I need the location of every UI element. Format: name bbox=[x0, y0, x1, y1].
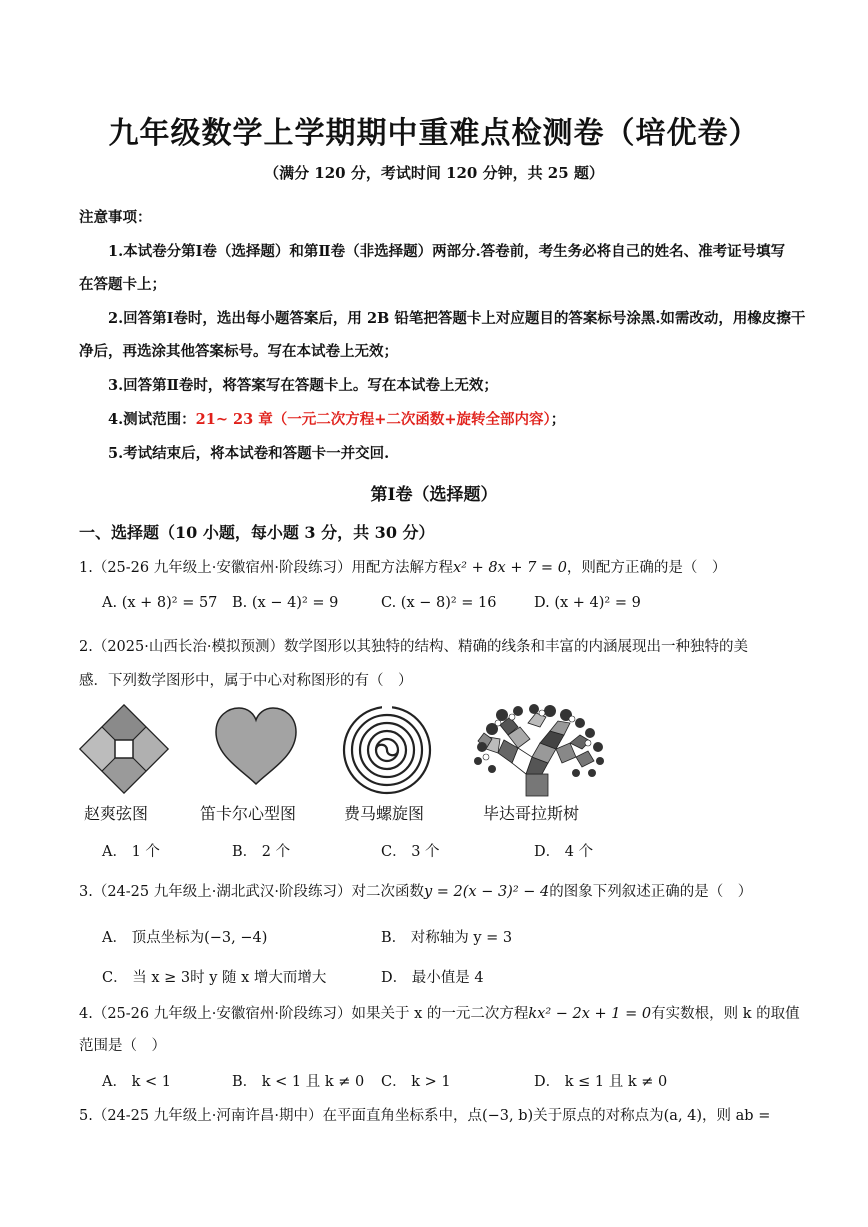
notice-item-3: 3.回答第Ⅱ卷时，将答案写在答题卡上。写在本试卷上无效； bbox=[108, 377, 498, 394]
question-2-line-2: 感．下列数学图形中，属于中心对称图形的有（ ） bbox=[79, 673, 413, 689]
question-4-line-2: 范围是（ ） bbox=[79, 1038, 166, 1054]
page-title: 九年级数学上学期期中重难点检测卷（培优卷） bbox=[108, 116, 760, 151]
q2-option-a: A． 1 个 bbox=[102, 844, 160, 860]
notice-item-4-suffix: ； bbox=[550, 411, 566, 428]
q1-option-d: D. (x + 4)² = 9 bbox=[534, 595, 641, 611]
caption-pythagoras-tree: 毕达哥拉斯树 bbox=[483, 804, 580, 823]
pythagoras-tree-diagram bbox=[472, 703, 606, 798]
notice-item-2-cont: 净后，再选涂其他答案标号。写在本试卷上无效； bbox=[79, 343, 398, 360]
q2-option-b: B． 2 个 bbox=[232, 844, 291, 860]
notice-item-4-prefix: 4.测试范围： bbox=[108, 411, 196, 428]
question-1-tail: ，则配方正确的是（ ） bbox=[566, 560, 727, 576]
question-3-equation: y = 2(x − 3)² − 4 bbox=[423, 884, 550, 900]
question-4 bbox=[79, 1002, 800, 1023]
notice-heading: 注意事项： bbox=[79, 209, 152, 226]
q3-option-a: A． 顶点坐标为(−3, −4) bbox=[102, 930, 268, 946]
notice-item-2: 2.回答第Ⅰ卷时，选出每小题答案后，用 2B 铅笔把答题卡上对应题目的答案标号涂黑.如需改动，用橡皮擦干 bbox=[108, 310, 806, 327]
question-4-tail: 有实数根，则 k 的取值 bbox=[651, 1006, 800, 1022]
caption-zhao-shuang: 赵爽弦图 bbox=[84, 804, 149, 823]
question-2-line-1: 2.（2025·山西长治·模拟预测）数学图形以其独特的结构、精确的线条和丰富的内涵展现出一种独特的美 bbox=[79, 639, 748, 655]
q4-option-b: B． k < 1 且 k ≠ 0 bbox=[232, 1074, 365, 1090]
cardioid-heart-diagram bbox=[212, 706, 300, 786]
notice-item-1-cont: 在答题卡上； bbox=[79, 276, 166, 293]
fermat-spiral-diagram bbox=[342, 705, 432, 795]
section-title: 第Ⅰ卷（选择题） bbox=[370, 485, 498, 505]
q4-option-d: D． k ≤ 1 且 k ≠ 0 bbox=[534, 1074, 668, 1090]
question-1-stem: 1.（25-26 九年级上·安徽宿州·阶段练习）用配方法解方程 bbox=[79, 560, 453, 576]
question-3-stem: 3.（24-25 九年级上·湖北武汉·阶段练习）对二次函数 bbox=[79, 884, 424, 900]
zhao-shuang-diagram bbox=[78, 703, 170, 795]
q1-option-b: B. (x − 4)² = 9 bbox=[232, 595, 339, 611]
question-3-tail: 的图象下列叙述正确的是（ ） bbox=[549, 884, 753, 900]
notice-item-4 bbox=[108, 408, 565, 429]
caption-fermat-spiral: 费马螺旋图 bbox=[344, 804, 425, 823]
question-3 bbox=[79, 880, 752, 901]
q3-option-b: B． 对称轴为 y = 3 bbox=[381, 930, 513, 946]
q3-option-c: C． 当 x ≥ 3时 y 随 x 增大而增大 bbox=[102, 970, 327, 986]
q3-option-d: D． 最小值是 4 bbox=[381, 970, 484, 986]
question-4-stem: 4.（25-26 九年级上·安徽宿州·阶段练习）如果关于 x 的一元二次方程 bbox=[79, 1006, 529, 1022]
question-1-equation: x² + 8x + 7 = 0 bbox=[452, 560, 567, 576]
q4-option-a: A． k < 1 bbox=[102, 1074, 171, 1090]
q2-option-d: D． 4 个 bbox=[534, 844, 594, 860]
q1-option-a: A. (x + 8)² = 57 bbox=[102, 595, 218, 611]
page-subtitle: （满分 120 分，考试时间 120 分钟，共 25 题） bbox=[264, 164, 604, 182]
question-4-equation: kx² − 2x + 1 = 0 bbox=[528, 1006, 652, 1022]
notice-item-5: 5.考试结束后，将本试卷和答题卡一并交回. bbox=[108, 445, 390, 462]
test-range: 21~ 23 章（一元二次方程+二次函数+旋转全部内容） bbox=[195, 411, 551, 428]
q1-option-c: C. (x − 8)² = 16 bbox=[381, 595, 497, 611]
q4-option-c: C． k > 1 bbox=[381, 1074, 451, 1090]
notice-item-1: 1.本试卷分第Ⅰ卷（选择题）和第Ⅱ卷（非选择题）两部分.答卷前，考生务必将自己的姓名、准考证号填写 bbox=[108, 243, 786, 260]
q2-option-c: C． 3 个 bbox=[381, 844, 440, 860]
part-heading: 一、选择题（10 小题，每小题 3 分，共 30 分） bbox=[79, 523, 435, 542]
question-5: 5.（24-25 九年级上·河南许昌·期中）在平面直角坐标系中，点(−3, b)关于原点的对称点为(a, 4)，则 ab = bbox=[79, 1108, 771, 1124]
caption-cardioid: 笛卡尔心型图 bbox=[200, 804, 297, 823]
question-1 bbox=[79, 556, 726, 577]
